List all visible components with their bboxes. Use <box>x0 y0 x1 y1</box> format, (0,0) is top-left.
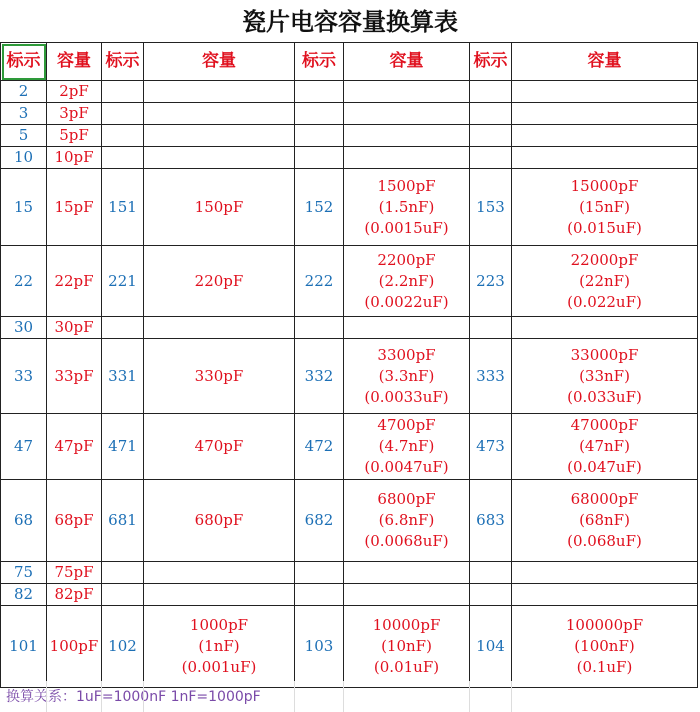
capacity-line: 470pF <box>194 437 244 455</box>
capacity-line: 3300pF <box>377 345 436 364</box>
marking-cell[interactable]: 222 <box>295 246 344 317</box>
capacity-cell[interactable] <box>344 169 470 246</box>
capacity-cell[interactable]: 3pF <box>47 103 102 125</box>
capacity-line: (15nF) <box>579 197 630 216</box>
capacity-line: 1000pF <box>189 616 249 634</box>
capacity-cell[interactable] <box>344 414 470 480</box>
capacity-line: (0.01uF) <box>373 658 440 676</box>
capacity-line: (47nF) <box>579 437 630 455</box>
capacity-cell[interactable] <box>144 169 295 246</box>
capacity-cell[interactable] <box>344 562 470 584</box>
header-row <box>1 43 698 81</box>
capacity-cell[interactable]: 30pF <box>47 317 102 339</box>
capacity-line: (0.001uF) <box>181 658 257 676</box>
marking-cell[interactable]: 3 <box>1 103 47 125</box>
capacity-line: (0.047uF) <box>567 458 642 476</box>
capacity-cell[interactable] <box>512 246 698 317</box>
marking-cell[interactable] <box>470 562 512 584</box>
capacity-cell[interactable] <box>512 81 698 103</box>
marking-cell[interactable] <box>102 317 144 339</box>
capacity-cell[interactable]: 75pF <box>47 562 102 584</box>
marking-cell[interactable]: 151 <box>102 169 144 246</box>
capacity-line: (0.0047uF) <box>364 458 449 476</box>
marking-cell[interactable]: 101 <box>1 606 47 688</box>
gridline <box>343 681 344 712</box>
capacity-cell[interactable] <box>512 147 698 169</box>
capacity-line: 47000pF <box>570 416 639 434</box>
header-cell-marking[interactable]: 标示 <box>470 43 512 81</box>
gridline <box>143 681 144 712</box>
table-row <box>1 480 698 562</box>
marking-cell[interactable] <box>295 317 344 339</box>
capacity-cell[interactable] <box>144 414 295 480</box>
capacity-cell[interactable] <box>344 584 470 606</box>
table-row <box>1 147 698 169</box>
capacity-line: 15000pF <box>570 176 639 195</box>
marking-cell[interactable]: 102 <box>102 606 144 688</box>
capacity-cell[interactable] <box>512 414 698 480</box>
header-cell-capacity[interactable]: 容量 <box>144 43 295 81</box>
capacity-line: (2.2nF) <box>378 271 435 290</box>
capacity-line: (6.8nF) <box>378 511 435 529</box>
header-cell-marking[interactable]: 标示 <box>1 43 47 81</box>
capacity-line: (0.0022uF) <box>364 292 449 311</box>
capacity-cell[interactable]: 15pF <box>47 169 102 246</box>
marking-cell[interactable]: 75 <box>1 562 47 584</box>
marking-cell[interactable]: 681 <box>102 480 144 562</box>
capacity-cell[interactable] <box>144 480 295 562</box>
marking-cell[interactable] <box>470 125 512 147</box>
capacity-cell[interactable] <box>344 246 470 317</box>
marking-cell[interactable]: 82 <box>1 584 47 606</box>
marking-cell[interactable]: 10 <box>1 147 47 169</box>
marking-cell[interactable]: 153 <box>470 169 512 246</box>
capacity-cell[interactable] <box>144 246 295 317</box>
marking-cell[interactable] <box>102 81 144 103</box>
marking-cell[interactable]: 471 <box>102 414 144 480</box>
marking-cell[interactable]: 332 <box>295 339 344 414</box>
capacity-cell[interactable] <box>344 339 470 414</box>
capacity-cell[interactable]: 10pF <box>47 147 102 169</box>
capacity-line: (0.0033uF) <box>364 387 449 406</box>
table-row <box>1 414 698 480</box>
capacity-line: (0.0015uF) <box>364 218 449 237</box>
capacity-line: 150pF <box>194 197 244 216</box>
table-row <box>1 81 698 103</box>
capacity-line: (1nF) <box>198 637 240 655</box>
marking-cell[interactable]: 473 <box>470 414 512 480</box>
capacity-cell[interactable] <box>344 480 470 562</box>
marking-cell[interactable]: 331 <box>102 339 144 414</box>
capacity-line: (0.068uF) <box>567 532 642 550</box>
marking-cell[interactable]: 68 <box>1 480 47 562</box>
capacity-line: (0.033uF) <box>567 387 642 406</box>
capacity-line: 100000pF <box>565 616 644 634</box>
capacity-line: 4700pF <box>377 416 436 434</box>
capacity-cell[interactable] <box>144 147 295 169</box>
capacity-cell[interactable] <box>144 81 295 103</box>
capacity-cell[interactable]: 100pF <box>47 606 102 688</box>
capacity-cell[interactable] <box>144 606 295 688</box>
marking-cell[interactable]: 22 <box>1 246 47 317</box>
capacity-cell[interactable] <box>144 317 295 339</box>
marking-cell[interactable]: 47 <box>1 414 47 480</box>
capacity-line: 330pF <box>194 366 244 385</box>
capacity-cell[interactable] <box>512 584 698 606</box>
marking-cell[interactable]: 104 <box>470 606 512 688</box>
table-row <box>1 169 698 246</box>
capacity-line: 68000pF <box>570 490 639 508</box>
marking-cell[interactable] <box>470 147 512 169</box>
capacity-cell[interactable]: 68pF <box>47 480 102 562</box>
capacity-cell[interactable]: 22pF <box>47 246 102 317</box>
capacity-line: (0.015uF) <box>567 218 642 237</box>
table-row <box>1 339 698 414</box>
capacity-cell[interactable] <box>144 103 295 125</box>
capacity-cell[interactable] <box>144 584 295 606</box>
marking-cell[interactable]: 30 <box>1 317 47 339</box>
gridline <box>46 681 47 712</box>
marking-cell[interactable] <box>470 317 512 339</box>
marking-cell[interactable]: 221 <box>102 246 144 317</box>
capacity-line: (33nF) <box>579 366 630 385</box>
header-cell-capacity[interactable]: 容量 <box>47 43 102 81</box>
table-row <box>1 606 698 688</box>
header-cell-marking[interactable]: 标示 <box>102 43 144 81</box>
table-row <box>1 103 698 125</box>
capacity-line: 680pF <box>194 511 244 529</box>
marking-cell[interactable]: 15 <box>1 169 47 246</box>
capacity-line: 2200pF <box>377 250 436 269</box>
capacity-line: 1500pF <box>377 176 436 195</box>
gridline <box>294 681 295 712</box>
table-row <box>1 125 698 147</box>
table-row <box>1 584 698 606</box>
capacity-cell[interactable] <box>512 317 698 339</box>
marking-cell[interactable] <box>470 103 512 125</box>
capacity-line: (10nF) <box>381 637 432 655</box>
table-row <box>1 246 698 317</box>
marking-cell[interactable]: 683 <box>470 480 512 562</box>
capacity-cell[interactable] <box>512 103 698 125</box>
capacity-line: (0.0068uF) <box>364 532 449 550</box>
capacity-cell[interactable] <box>512 339 698 414</box>
marking-cell[interactable]: 33 <box>1 339 47 414</box>
capacity-cell[interactable]: 33pF <box>47 339 102 414</box>
capacity-line: (3.3nF) <box>378 366 435 385</box>
marking-cell[interactable] <box>295 584 344 606</box>
capacity-cell[interactable] <box>512 606 698 688</box>
marking-cell[interactable]: 152 <box>295 169 344 246</box>
capacity-cell[interactable] <box>512 169 698 246</box>
capacity-cell[interactable] <box>144 339 295 414</box>
marking-cell[interactable] <box>102 103 144 125</box>
gridline <box>511 681 512 712</box>
capacity-line: 33000pF <box>570 345 639 364</box>
capacity-cell[interactable] <box>344 81 470 103</box>
capacity-cell[interactable]: 82pF <box>47 584 102 606</box>
capacity-cell[interactable] <box>512 480 698 562</box>
marking-cell[interactable]: 682 <box>295 480 344 562</box>
marking-cell[interactable] <box>295 562 344 584</box>
marking-cell[interactable]: 5 <box>1 125 47 147</box>
marking-cell[interactable]: 103 <box>295 606 344 688</box>
marking-cell[interactable] <box>102 147 144 169</box>
capacity-cell[interactable] <box>344 125 470 147</box>
header-cell-marking[interactable]: 标示 <box>295 43 344 81</box>
capacity-line: (1.5nF) <box>378 197 435 216</box>
capacity-cell[interactable] <box>144 125 295 147</box>
capacity-line: 10000pF <box>372 616 441 634</box>
table-row <box>1 562 698 584</box>
capacity-line: 6800pF <box>377 490 436 508</box>
conversion-note: 换算关系：1uF=1000nF 1nF=1000pF <box>6 689 261 705</box>
capacity-line: (68nF) <box>579 511 630 529</box>
marking-cell[interactable]: 223 <box>470 246 512 317</box>
capacity-line: (0.1uF) <box>576 658 633 676</box>
marking-cell[interactable] <box>295 81 344 103</box>
capacity-cell[interactable] <box>344 606 470 688</box>
capacity-cell[interactable] <box>344 103 470 125</box>
marking-cell[interactable] <box>295 147 344 169</box>
capacity-cell[interactable]: 2pF <box>47 81 102 103</box>
marking-cell[interactable]: 472 <box>295 414 344 480</box>
header-cell-capacity[interactable]: 容量 <box>512 43 698 81</box>
table-title: 瓷片电容容量换算表 <box>242 8 458 36</box>
capacity-cell[interactable] <box>512 125 698 147</box>
capacitor-conversion-table <box>0 42 698 688</box>
capacity-line: (0.022uF) <box>567 292 642 311</box>
table-row <box>1 317 698 339</box>
marking-cell[interactable] <box>102 562 144 584</box>
capacity-cell[interactable]: 5pF <box>47 125 102 147</box>
capacity-line: (4.7nF) <box>378 437 435 455</box>
marking-cell[interactable] <box>295 103 344 125</box>
marking-cell[interactable] <box>470 584 512 606</box>
capacity-cell[interactable] <box>512 562 698 584</box>
marking-cell[interactable] <box>295 125 344 147</box>
capacity-cell[interactable] <box>344 317 470 339</box>
marking-cell[interactable] <box>102 125 144 147</box>
capacity-line: (22nF) <box>579 271 630 290</box>
capacity-line: 220pF <box>194 271 244 290</box>
capacity-cell[interactable] <box>344 147 470 169</box>
capacity-cell[interactable] <box>144 562 295 584</box>
capacity-line: 22000pF <box>570 250 639 269</box>
marking-cell[interactable] <box>470 81 512 103</box>
marking-cell[interactable]: 2 <box>1 81 47 103</box>
marking-cell[interactable]: 333 <box>470 339 512 414</box>
gridline <box>101 681 102 712</box>
marking-cell[interactable] <box>102 584 144 606</box>
gridline <box>469 681 470 712</box>
capacity-cell[interactable]: 47pF <box>47 414 102 480</box>
header-cell-capacity[interactable]: 容量 <box>344 43 470 81</box>
capacity-line: (100nF) <box>574 637 635 655</box>
